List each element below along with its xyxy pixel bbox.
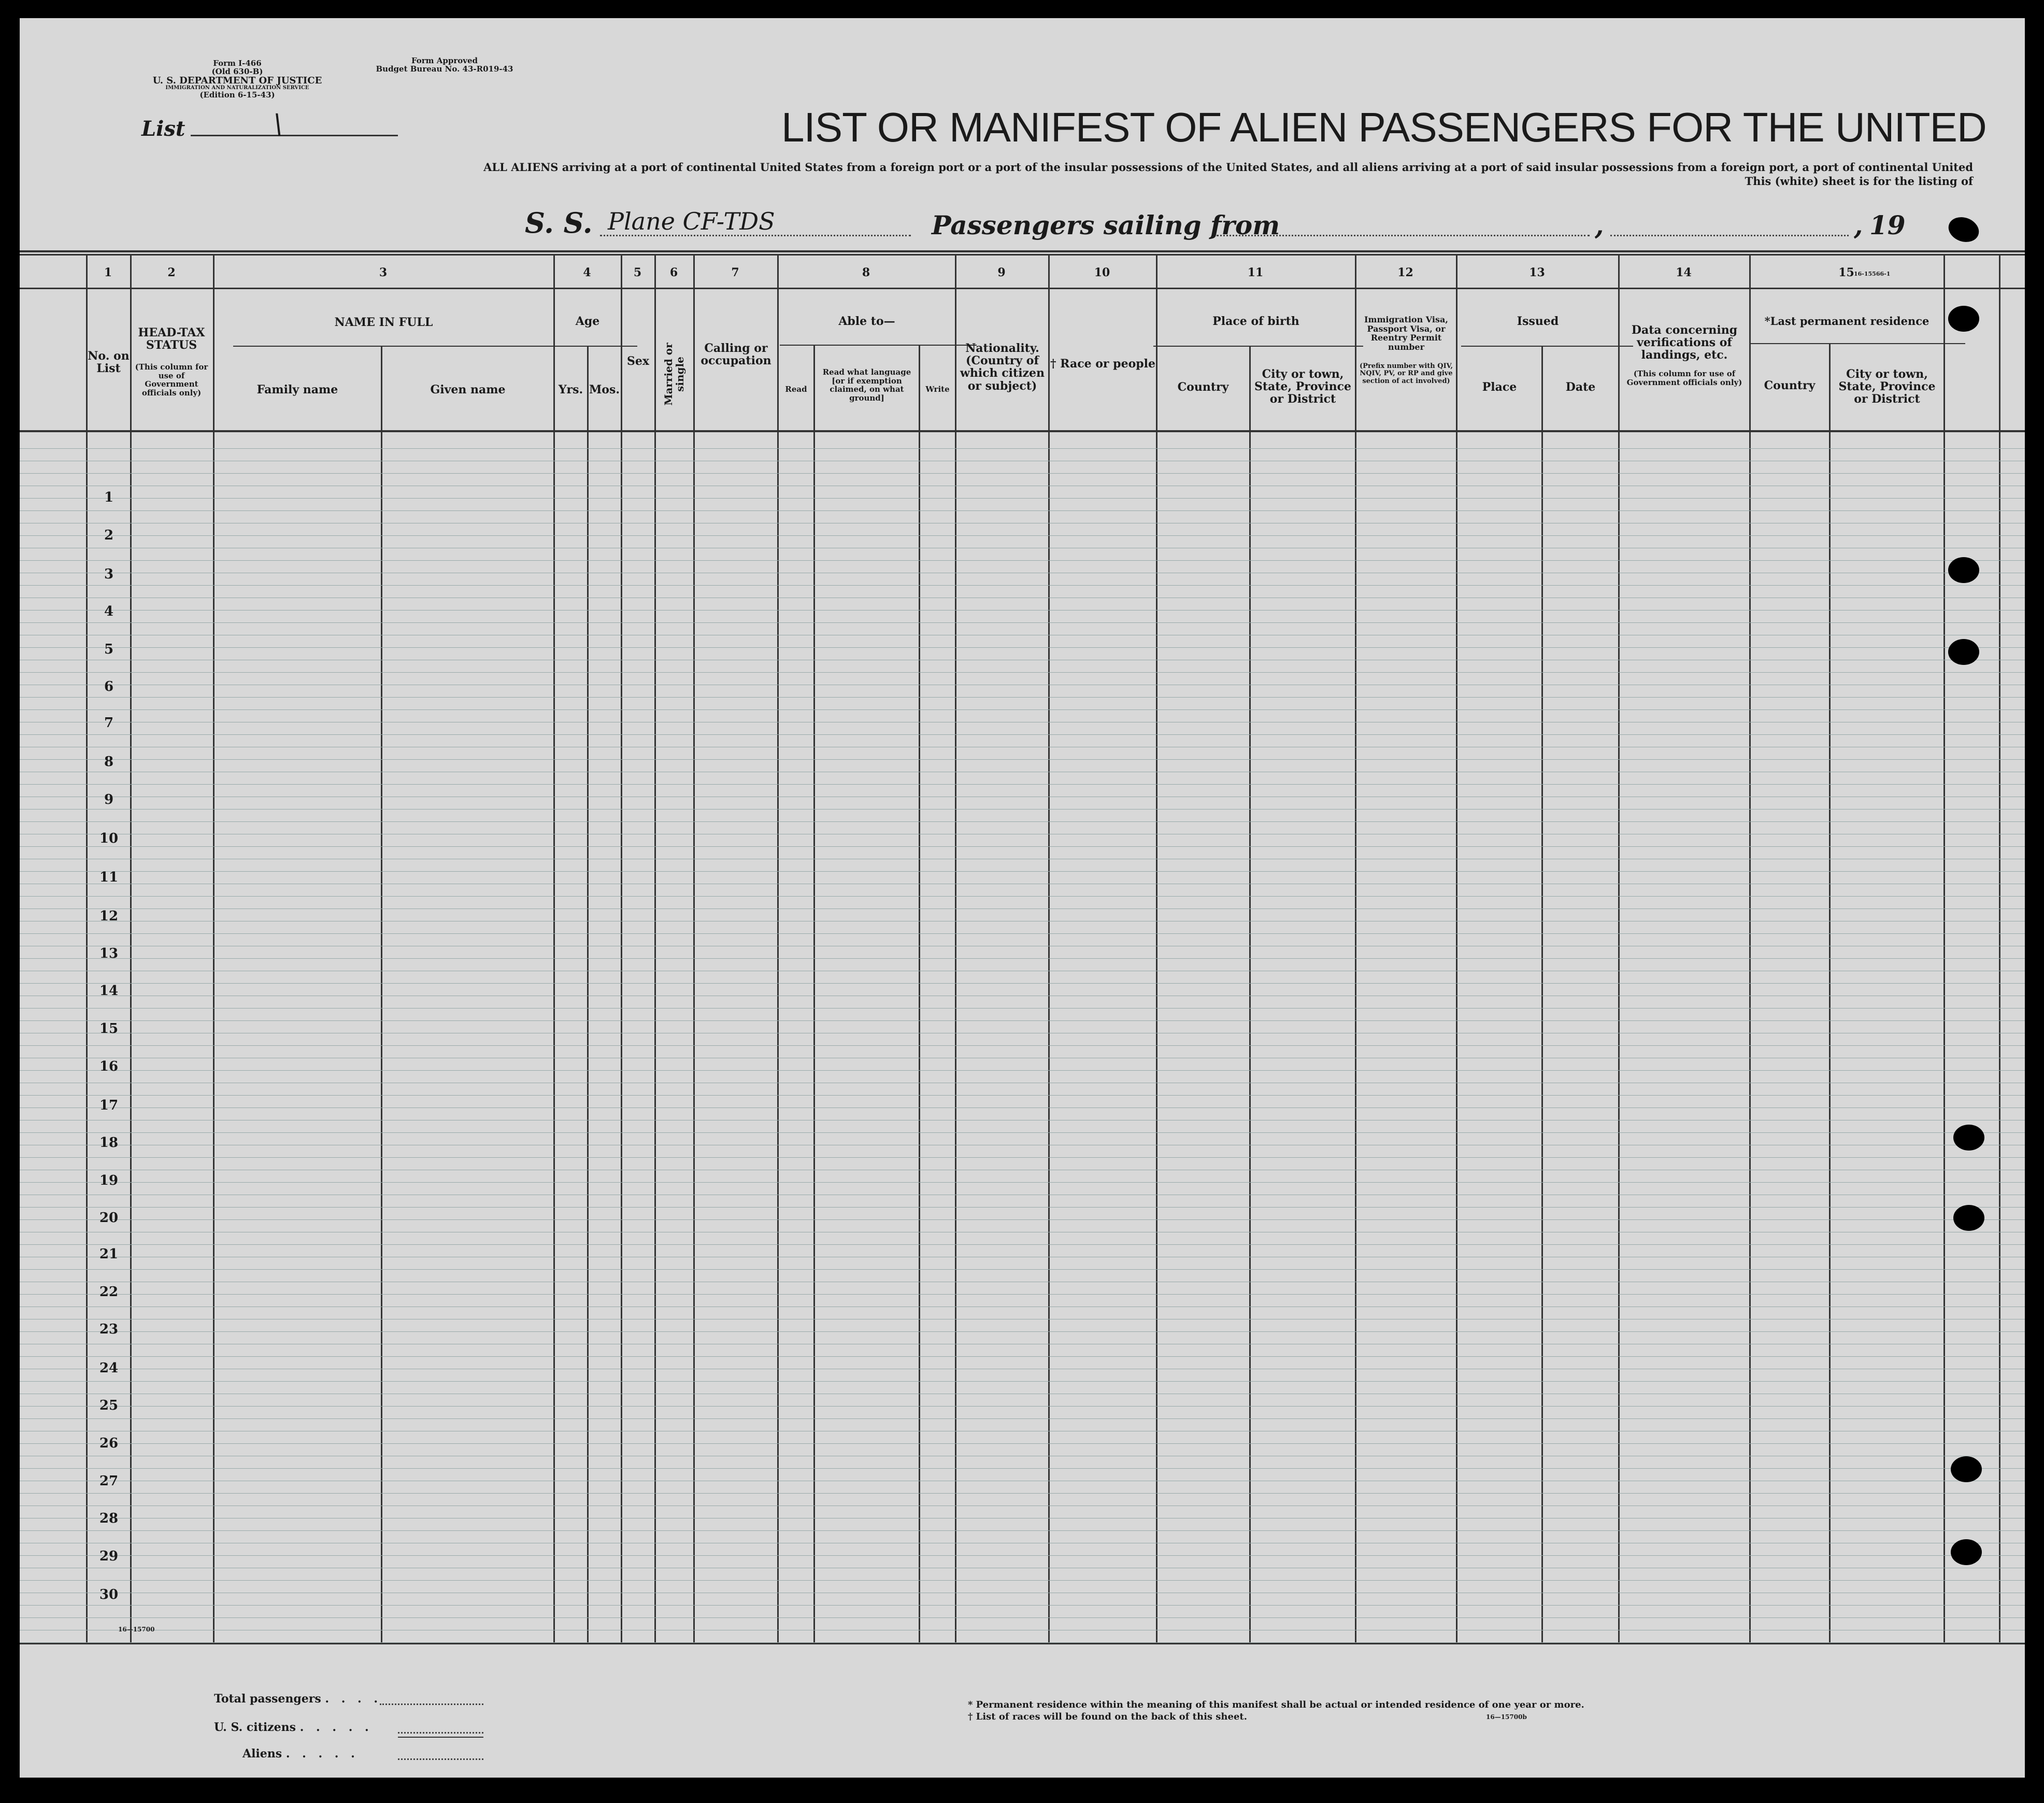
form-old-number: (Old 630-B) (211, 66, 263, 76)
col-num-13: 13 (1529, 266, 1545, 279)
ruled-line (20, 1605, 2025, 1606)
col-num-9: 9 (997, 266, 1006, 279)
footer-citizens-label: U. S. citizens (214, 1721, 296, 1734)
list-value: \ (274, 109, 283, 140)
ruled-line (20, 1157, 2025, 1158)
row-number: 24 (99, 1360, 119, 1376)
row-number: 12 (99, 908, 119, 924)
sailing-date-field[interactable] (1610, 235, 1849, 236)
ruled-line (20, 784, 2025, 785)
header-given-name: Given name (430, 383, 506, 396)
footer-aliens-label: Aliens (242, 1747, 282, 1761)
row-number: 17 (99, 1098, 119, 1113)
sailing-from-field[interactable] (1217, 235, 1590, 236)
header-place-of-birth: Place of birth (1212, 315, 1299, 328)
ruled-line (20, 809, 2025, 810)
row-number: 25 (99, 1398, 119, 1413)
header-calling: Calling or occupation (701, 342, 771, 368)
row-number: 27 (99, 1473, 119, 1489)
col-num-11: 11 (1247, 266, 1264, 279)
year-label: 19 (1869, 210, 1906, 240)
footer-code: 16—15700b (1486, 1713, 1527, 1721)
us-citizens-field[interactable] (398, 1732, 483, 1734)
total-passengers-field[interactable] (380, 1703, 483, 1705)
header-race: † Race or people (1050, 357, 1155, 371)
punch-hole (1953, 1125, 1984, 1151)
ruled-line (20, 473, 2025, 474)
punch-hole (1945, 213, 1982, 246)
row-number: 28 (99, 1511, 119, 1526)
row-number: 14 (99, 983, 119, 999)
header-city: City or town, State, Province or District (1254, 367, 1352, 406)
header-rule-bottom (20, 430, 2025, 432)
subtitle-line-2: This (white) sheet is for the listing of (1745, 175, 1973, 188)
ruled-line (20, 1555, 2025, 1556)
header-country-2: Country (1764, 379, 1816, 392)
ruled-line (20, 1132, 2025, 1133)
header-visa-note: (Prefix number with QIV, NQIV, PV, or RP and give section of act involved) (1359, 362, 1453, 385)
form-approved: Form Approved (411, 56, 478, 65)
col-num-3: 3 (379, 266, 388, 279)
vessel-underline (600, 235, 911, 236)
header-code: 16-15566-1 (1854, 271, 1891, 277)
ruled-line (20, 1207, 2025, 1208)
row-number: 3 (104, 566, 114, 582)
header-read: Read (785, 385, 807, 394)
header-head-tax: HEAD-TAX STATUS (138, 326, 205, 352)
col-num-6: 6 (669, 266, 678, 279)
footer-us-citizens: U. S. citizens . . . . . (214, 1721, 373, 1734)
row-number: 16 (99, 1059, 119, 1074)
header-family-name: Family name (256, 383, 338, 396)
ruled-line (20, 1493, 2025, 1494)
col-num-8: 8 (862, 266, 870, 279)
ruled-line (20, 983, 2025, 984)
ruled-line (20, 1182, 2025, 1183)
header-name-in-full: NAME IN FULL (334, 316, 433, 329)
ruled-line (20, 734, 2025, 735)
header-rule-top (20, 250, 2025, 252)
row-number: 8 (104, 754, 114, 770)
header-yrs: Yrs. (558, 383, 583, 396)
col-num-7: 7 (731, 266, 739, 279)
header-visa: Immigration Visa, Passport Visa, or Reentry Permit number (1364, 315, 1448, 352)
row-number: 22 (99, 1284, 119, 1300)
header-married: Married or single (662, 343, 686, 406)
ruled-line (20, 448, 2025, 449)
row-number: 9 (104, 792, 114, 807)
vessel-name: Plane CF-TDS (608, 207, 775, 235)
manifest-sheet: Form I-466 (Old 630-B) U. S. DEPARTMENT OF JUSTICE IMMIGRATION AND NATURALIZATION SERVICE (Edition 6-15-43) Form Approved Budget Bureau No. 43-R019-43 List \ LIST OR MANIFEST OF ALIEN PASSENGERS FOR THE UNITED ALL ALIENS arriving at a port of continental United States from a foreign port or a port of the insular possessions of the United States, and all aliens arriving at a port of said insular possessions from a foreign port, a port of continental United This (white) sheet is for the listing of S. S. Plane CF-TDS Passengers sailing from , , 19 1 2 3 4 5 6 7 8 9 10 11 12 13 14 15 16-15566-1 No. on List HEAD-TAX STATUS (This column for use of Government officials only) NAME IN FULL Family name Given name Age Yrs. Mos. Sex Married or single Calling or occupation Able to— Read Read what language [or if exemption claimed, on what ground] Write Nationality. (Country of which citizen or subject) † Race or people Place of birth Country City or town, State, Province or District Immigration Visa, Passport Visa, or Reentry Permit number (Prefix number with QIV, NQIV, PV, or RP and give section of act involved) Issued Place Date Data concerning verifications of landings, etc. (This column for use of Government officials only) *Last permanent residence Country City or town, State, Province or District 1 2 3 4 5 6 7 8 9 10 11 12 13 14 15 16 17 18 19 20 21 22 23 24 25 26 27 28 29 30 16—15700 Total passengers . . . . U. S. citizens . . . . . Aliens . . . . . * Permanent residence within the meaning of this manifest shall be actual or intended residence of one year or more. † List of races will be found on the back of this sheet. 16—15700b (20, 18, 2025, 1778)
ruled-line (20, 759, 2025, 760)
ruled-line (20, 622, 2025, 623)
ruled-line (20, 908, 2025, 909)
punch-hole (1951, 1456, 1982, 1482)
form-info (128, 60, 346, 100)
ruled-line (20, 1020, 2025, 1021)
punch-hole (1951, 1539, 1982, 1565)
col-num-10: 10 (1094, 266, 1110, 279)
ruled-line (20, 1381, 2025, 1382)
ruled-line (20, 1070, 2025, 1071)
column-number-rule (20, 288, 2025, 289)
bottom-code: 16—15700 (118, 1626, 155, 1633)
subtitle-line-1: ALL ALIENS arriving at a port of continental United States from a foreign port or a port of the insular possessions of the United States, and all aliens arriving at a port of said insular possessions from a foreign port, a port of continental United (483, 161, 1973, 174)
footnote-races: † List of races will be found on the back of this sheet. (968, 1711, 1248, 1722)
row-number: 13 (99, 946, 119, 961)
punch-hole (1948, 639, 1979, 665)
ruled-line (20, 846, 2025, 847)
ruled-line (20, 1269, 2025, 1270)
header-city-2: City or town, State, Province or District (1838, 367, 1936, 406)
footer-aliens: Aliens . . . . . (242, 1747, 359, 1761)
row-number: 19 (99, 1173, 119, 1188)
col-num-5: 5 (633, 266, 642, 279)
col-num-4: 4 (583, 266, 591, 279)
ruled-line (20, 821, 2025, 822)
list-label: List (141, 117, 185, 141)
ruled-line (20, 958, 2025, 959)
footer-total-label: Total passengers (214, 1692, 321, 1706)
ruled-line (20, 1045, 2025, 1046)
row-number: 10 (99, 831, 119, 846)
row-number: 26 (99, 1436, 119, 1451)
row-number: 6 (104, 679, 114, 694)
header-data-concerning: Data concerning verifications of landings, etc. (1631, 323, 1738, 362)
header-head-tax-note: (This column for use of Government officials only) (135, 362, 208, 397)
row-number: 7 (104, 715, 114, 731)
footnote-residence: * Permanent residence within the meaning of this manifest shall be actual or intended residence of one year or more. (968, 1699, 1584, 1710)
header-write: Write (925, 385, 950, 394)
ruled-line (20, 1356, 2025, 1357)
header-country: Country (1177, 380, 1229, 394)
punch-hole (1953, 1205, 1984, 1231)
ruled-line (20, 1008, 2025, 1009)
ruled-line (20, 610, 2025, 611)
row-number: 20 (99, 1210, 119, 1226)
row-number: 5 (104, 642, 114, 657)
col-num-14: 14 (1676, 266, 1692, 279)
ruled-line (20, 1580, 2025, 1581)
form-number: Form I-466 (213, 59, 262, 68)
row-number: 2 (104, 528, 114, 543)
ruled-line (20, 1418, 2025, 1419)
ruled-line (20, 1642, 2025, 1643)
ruled-line (20, 585, 2025, 586)
ruled-line (20, 647, 2025, 648)
ruled-line (20, 1331, 2025, 1332)
ruled-line (20, 697, 2025, 698)
ruled-line (20, 1530, 2025, 1531)
ruled-line (20, 1095, 2025, 1096)
ruled-line (20, 1294, 2025, 1295)
header-no-on-list: No. on List (88, 349, 130, 376)
ruled-line (20, 933, 2025, 934)
service: IMMIGRATION AND NATURALIZATION SERVICE (165, 85, 309, 91)
footer-total-passengers: Total passengers . . . . (214, 1692, 382, 1706)
vessel-prefix: S. S. (525, 206, 593, 239)
ruled-line (20, 709, 2025, 710)
col-num-2: 2 (167, 266, 176, 279)
header-able-to: Able to— (838, 315, 895, 328)
table-bottom-rule (20, 1643, 2025, 1644)
col-num-15: 15 (1838, 266, 1854, 279)
row-number: 1 (104, 490, 114, 505)
row-number: 30 (99, 1587, 119, 1602)
col-num-1: 1 (104, 266, 112, 279)
ruled-line (20, 1468, 2025, 1469)
header-nationality: Nationality. (Country of which citizen or subject) (960, 342, 1045, 393)
ruled-line (20, 560, 2025, 561)
ruled-line (20, 1406, 2025, 1407)
row-number: 11 (99, 870, 119, 885)
ruled-line (20, 535, 2025, 536)
header-issued: Issued (1517, 315, 1559, 328)
header-last-residence: *Last permanent residence (1764, 315, 1929, 328)
header-age: Age (575, 315, 600, 328)
ruled-line (20, 871, 2025, 872)
header-place: Place (1482, 380, 1517, 394)
header-date: Date (1565, 380, 1596, 394)
ruled-line (20, 1219, 2025, 1220)
col-num-12: 12 (1397, 266, 1413, 279)
row-number: 29 (99, 1549, 119, 1564)
list-underline (191, 135, 398, 136)
row-number: 23 (99, 1322, 119, 1337)
header-mos: Mos. (589, 383, 620, 396)
ruled-line (20, 510, 2025, 511)
department: U. S. DEPARTMENT OF JUSTICE (152, 75, 322, 86)
header-read-language: Read what language [or if exemption claimed, on what ground] (822, 367, 911, 403)
ruled-line (20, 1617, 2025, 1618)
aliens-field[interactable] (398, 1758, 483, 1760)
edition: (Edition 6-15-43) (199, 90, 275, 100)
ruled-line (20, 1244, 2025, 1245)
ruled-line (20, 1443, 2025, 1444)
budget-bureau: Budget Bureau No. 43-R019-43 (376, 64, 513, 74)
row-number: 18 (99, 1135, 119, 1151)
ruled-line (20, 896, 2025, 897)
ruled-line (20, 498, 2025, 499)
row-number: 15 (99, 1021, 119, 1037)
sailing-from-label: Passengers sailing from (932, 210, 1280, 240)
header-sex: Sex (626, 354, 649, 368)
punch-hole (1948, 557, 1979, 583)
punch-hole (1948, 306, 1979, 332)
page-title: LIST OR MANIFEST OF ALIEN PASSENGERS FOR THE UNITED (781, 104, 1986, 150)
header-data-note: (This column for use of Government officials only) (1626, 369, 1742, 387)
form-approval (362, 57, 527, 74)
row-number: 4 (104, 604, 114, 619)
ruled-line (20, 672, 2025, 673)
row-number: 21 (99, 1246, 119, 1262)
